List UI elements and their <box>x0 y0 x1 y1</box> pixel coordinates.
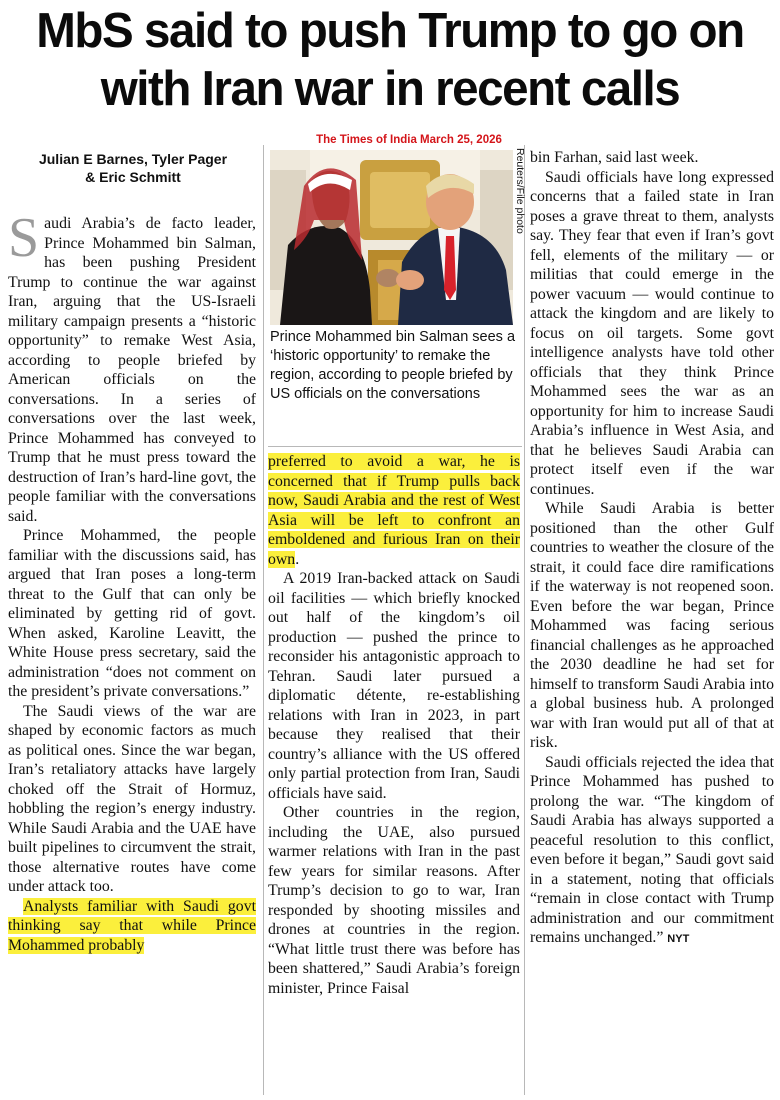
col3-paragraph-4 <box>530 753 774 950</box>
col1-paragraph-3: The Saudi views of the war are shaped by economic factors as much as political ones. Since the war began, Iran’s retaliatory attacks have largely choked off the Strait of Hormuz, hobbling the region’s energy industry. While Saudi Arabia and the UAE have built pipelines to circumvent the strait, those alternative routes have come under attack too. <box>8 702 256 895</box>
byline-line-1: Julian E Barnes, Tyler Pager <box>38 151 228 167</box>
col3-paragraph-1: bin Farhan, said last week. <box>530 149 699 166</box>
col3-paragraph-4-text: Saudi officials rejected the idea that Prince Mohammed has pushed to prolong the war. “The kingdom of Saudi Arabia has always supported a peaceful resolution to this conflict, even before it began,” Saudi govt said in a statement, noting that officials “remain in close contact with Trump administration and our commitment remains unchanged.” <box>530 753 774 946</box>
column-rule-left <box>263 145 264 1095</box>
photo-credit <box>512 148 530 234</box>
col3-paragraph-2: Saudi officials have long expressed concerns that a failed state in Iran poses a grave threat to them, analysts say. They fear that even if Iran’s govt fell, elements of the military — or militias that could emerge in the power vacuum — would continue to attack the kingdom and are likely to focus on oil targets. Some govt intelligence analysts have told other officials that they think Prince Mohammed sees the war as an opportunity for him to increase Saudi Arabia’s influence in West Asia, and that he believes Saudi Arabia can protect itself even if the war continues. <box>530 168 774 498</box>
headline: MbS said to push Trump to go on with Iran war in recent calls <box>36 4 744 116</box>
nyt-sign: NYT <box>667 933 690 945</box>
news-photo <box>270 150 513 325</box>
highlighted-text-2: preferred to avoid a war, he is concerned that if Trump pulls back now, Saudi Arabia and the rest of West Asia will be left to confront an emboldened and furious Iran on their own <box>268 453 520 568</box>
col1-paragraph-2: Prince Mohammed, the people familiar with the discussions said, has argued that Iran poses a long-term threat to the Gulf that can only be eliminated by getting rid of govt. When asked, Karoline Leavitt, the White House press secretary, said the administration “does not comment on the president’s private conversations.” <box>8 527 256 700</box>
col2-paragraph-2: A 2019 Iran-backed attack on Saudi oil facilities — which briefly knocked out half of the kingdom’s oil production — pushed the prince to reconsider his antagonistic approach to Tehran. Saudi later pursued a diplomatic détente, re-establishing relations with Iran in 2023, in part because they realised that their country’s alliance with the US offered only partial protection from Iran, Saudi officials have said. <box>268 570 520 802</box>
col3-paragraph-3: While Saudi Arabia is better positioned than the other Gulf countries to weather the closure of the strait, it could face dire ramifications if the waterway is not reopened soon. Even before the war began, Prince Mohammed was facing serious financial challenges as he approached the 2030 deadline he had set for himself to transform Saudi Arabia into a global business hub. A prolonged war with Iran would put all of that at risk. <box>530 500 774 751</box>
photo-credit-text: Reuters/File photo <box>514 148 526 234</box>
column-rule-right <box>524 145 525 1095</box>
byline <box>8 150 258 186</box>
drop-cap: S <box>8 207 40 269</box>
col1-paragraph-1 <box>8 207 256 526</box>
photo-caption: Prince Mohammed bin Salman sees a ‘historic opportunity’ to remake the region, according to people briefed by US officials on the conversations <box>270 329 516 402</box>
highlighted-text-1: Analysts familiar with Saudi govt thinking say that while Prince Mohammed probably <box>8 897 256 954</box>
column-1 <box>8 207 256 955</box>
photo-illustration <box>270 150 513 325</box>
column-2 <box>268 452 520 998</box>
caption-rule <box>268 446 522 447</box>
source-tag: The Times of India March 25, 2026 <box>316 134 502 146</box>
col2-paragraph-1-end: . <box>295 550 300 568</box>
col1-paragraph-1-text: audi Arabia’s de facto leader, Prince Mohammed bin Salman, has been pushing President Trump to continue the war against Iran, arguing that the US-Israeli military campaign presents a “historic opportunity” to remake West Asia, according to people briefed by American officials on the conversations. In a series of conversations over the last week, Prince Mohammed has conveyed to Trump that he must press toward the destruction of Iran’s hard-line govt, the people familiar with the conversations said. <box>8 215 256 525</box>
column-3 <box>530 148 774 950</box>
col2-paragraph-3: Other countries in the region, including the UAE, also pursued warmer relations with Iran in the past few years for similar reasons. After Trump’s decision to go to war, Iran responded by shooting missiles and drones at countries in the region. “What little trust there was before has been shattered,” Saudi Arabia’s foreign minister, Prince Faisal <box>268 804 520 997</box>
byline-line-2: & Eric Schmitt <box>85 169 181 185</box>
col2-paragraph-1 <box>268 452 520 569</box>
col1-paragraph-4 <box>8 897 256 956</box>
